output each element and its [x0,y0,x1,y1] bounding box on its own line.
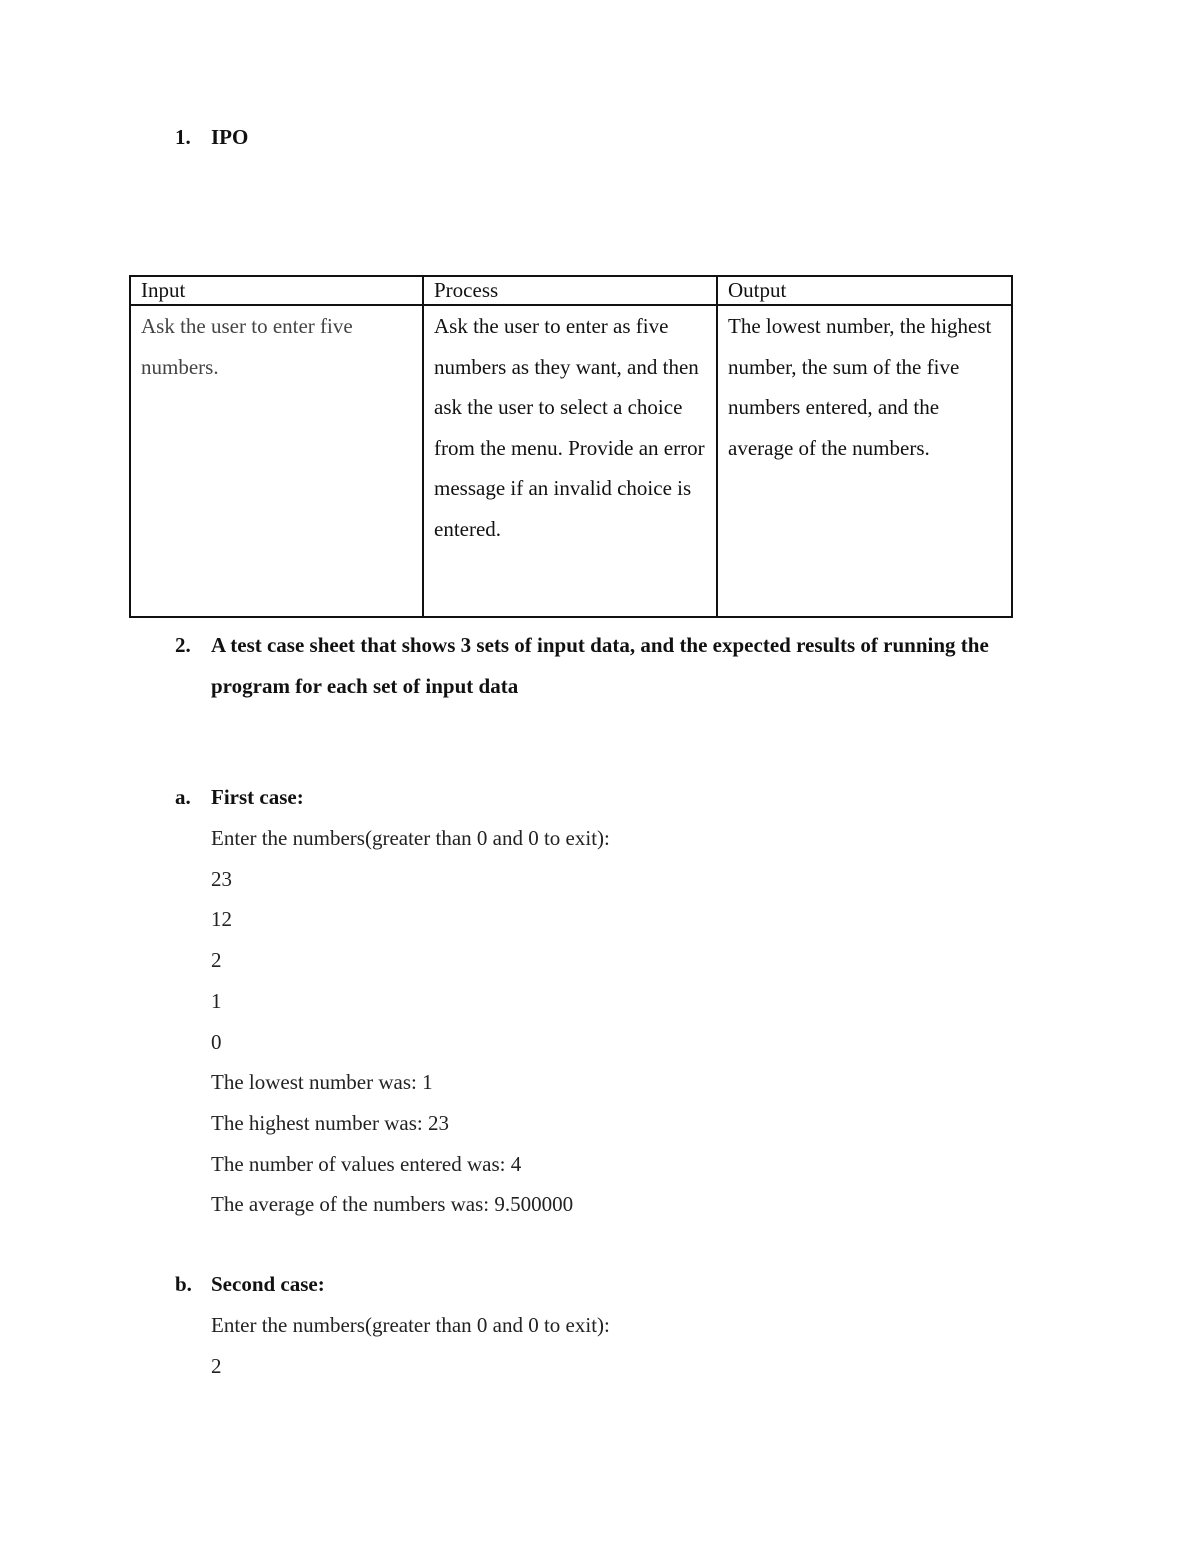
case-a-letter: a. [175,785,191,809]
case-b-lines [211,1305,610,1386]
ipo-cell-process: Ask the user to enter as five numbers as they want, and then ask the user to select a choice from the menu. Provide an error message if an invalid choice is entered. [423,305,717,617]
case-a-line: The highest number was: 23 [211,1110,449,1135]
ipo-header-input: Input [130,276,423,305]
case-b-line: Enter the numbers(greater than 0 and 0 to exit): [211,1313,610,1337]
case-a-line: 2 [211,948,222,973]
section-1-number: 1. [175,125,191,149]
case-a-lines [211,818,610,1225]
case-a-line: The number of values entered was: 4 [211,1151,522,1176]
case-a-title: First case: [211,785,304,809]
case-a-heading [175,777,1075,818]
ipo-cell-output: The lowest number, the highest number, the sum of the five numbers entered, and the average of the numbers. [717,305,1012,617]
case-b-heading [175,1264,1075,1305]
case-b-line: 2 [211,1353,222,1378]
case-a-line: 23 [211,866,232,891]
case-b-title: Second case: [211,1272,325,1296]
case-a-line: 1 [211,988,222,1013]
case-a-line: The lowest number was: 1 [211,1070,433,1095]
ipo-header-process: Process [423,276,717,305]
case-a-line: 12 [211,907,232,932]
ipo-header-output: Output [717,276,1012,305]
section-1-title: IPO [211,125,249,149]
ipo-table-body-row [130,305,1012,617]
ipo-cell-input: Ask the user to enter five numbers. [130,305,423,617]
case-a-line: The average of the numbers was: 9.500000 [211,1192,574,1217]
section-2-heading [175,625,1075,707]
ipo-table [129,275,1013,618]
case-a-line: 0 [211,1029,222,1054]
case-a-line: Enter the numbers(greater than 0 and 0 to exit): [211,826,610,850]
section-1-heading [175,117,1075,158]
ipo-table-header-row [130,276,1012,305]
case-b-letter: b. [175,1272,192,1296]
section-2-title: A test case sheet that shows 3 sets of input data, and the expected results of running the program for each set of input data [211,633,989,698]
section-2-number: 2. [175,633,191,657]
